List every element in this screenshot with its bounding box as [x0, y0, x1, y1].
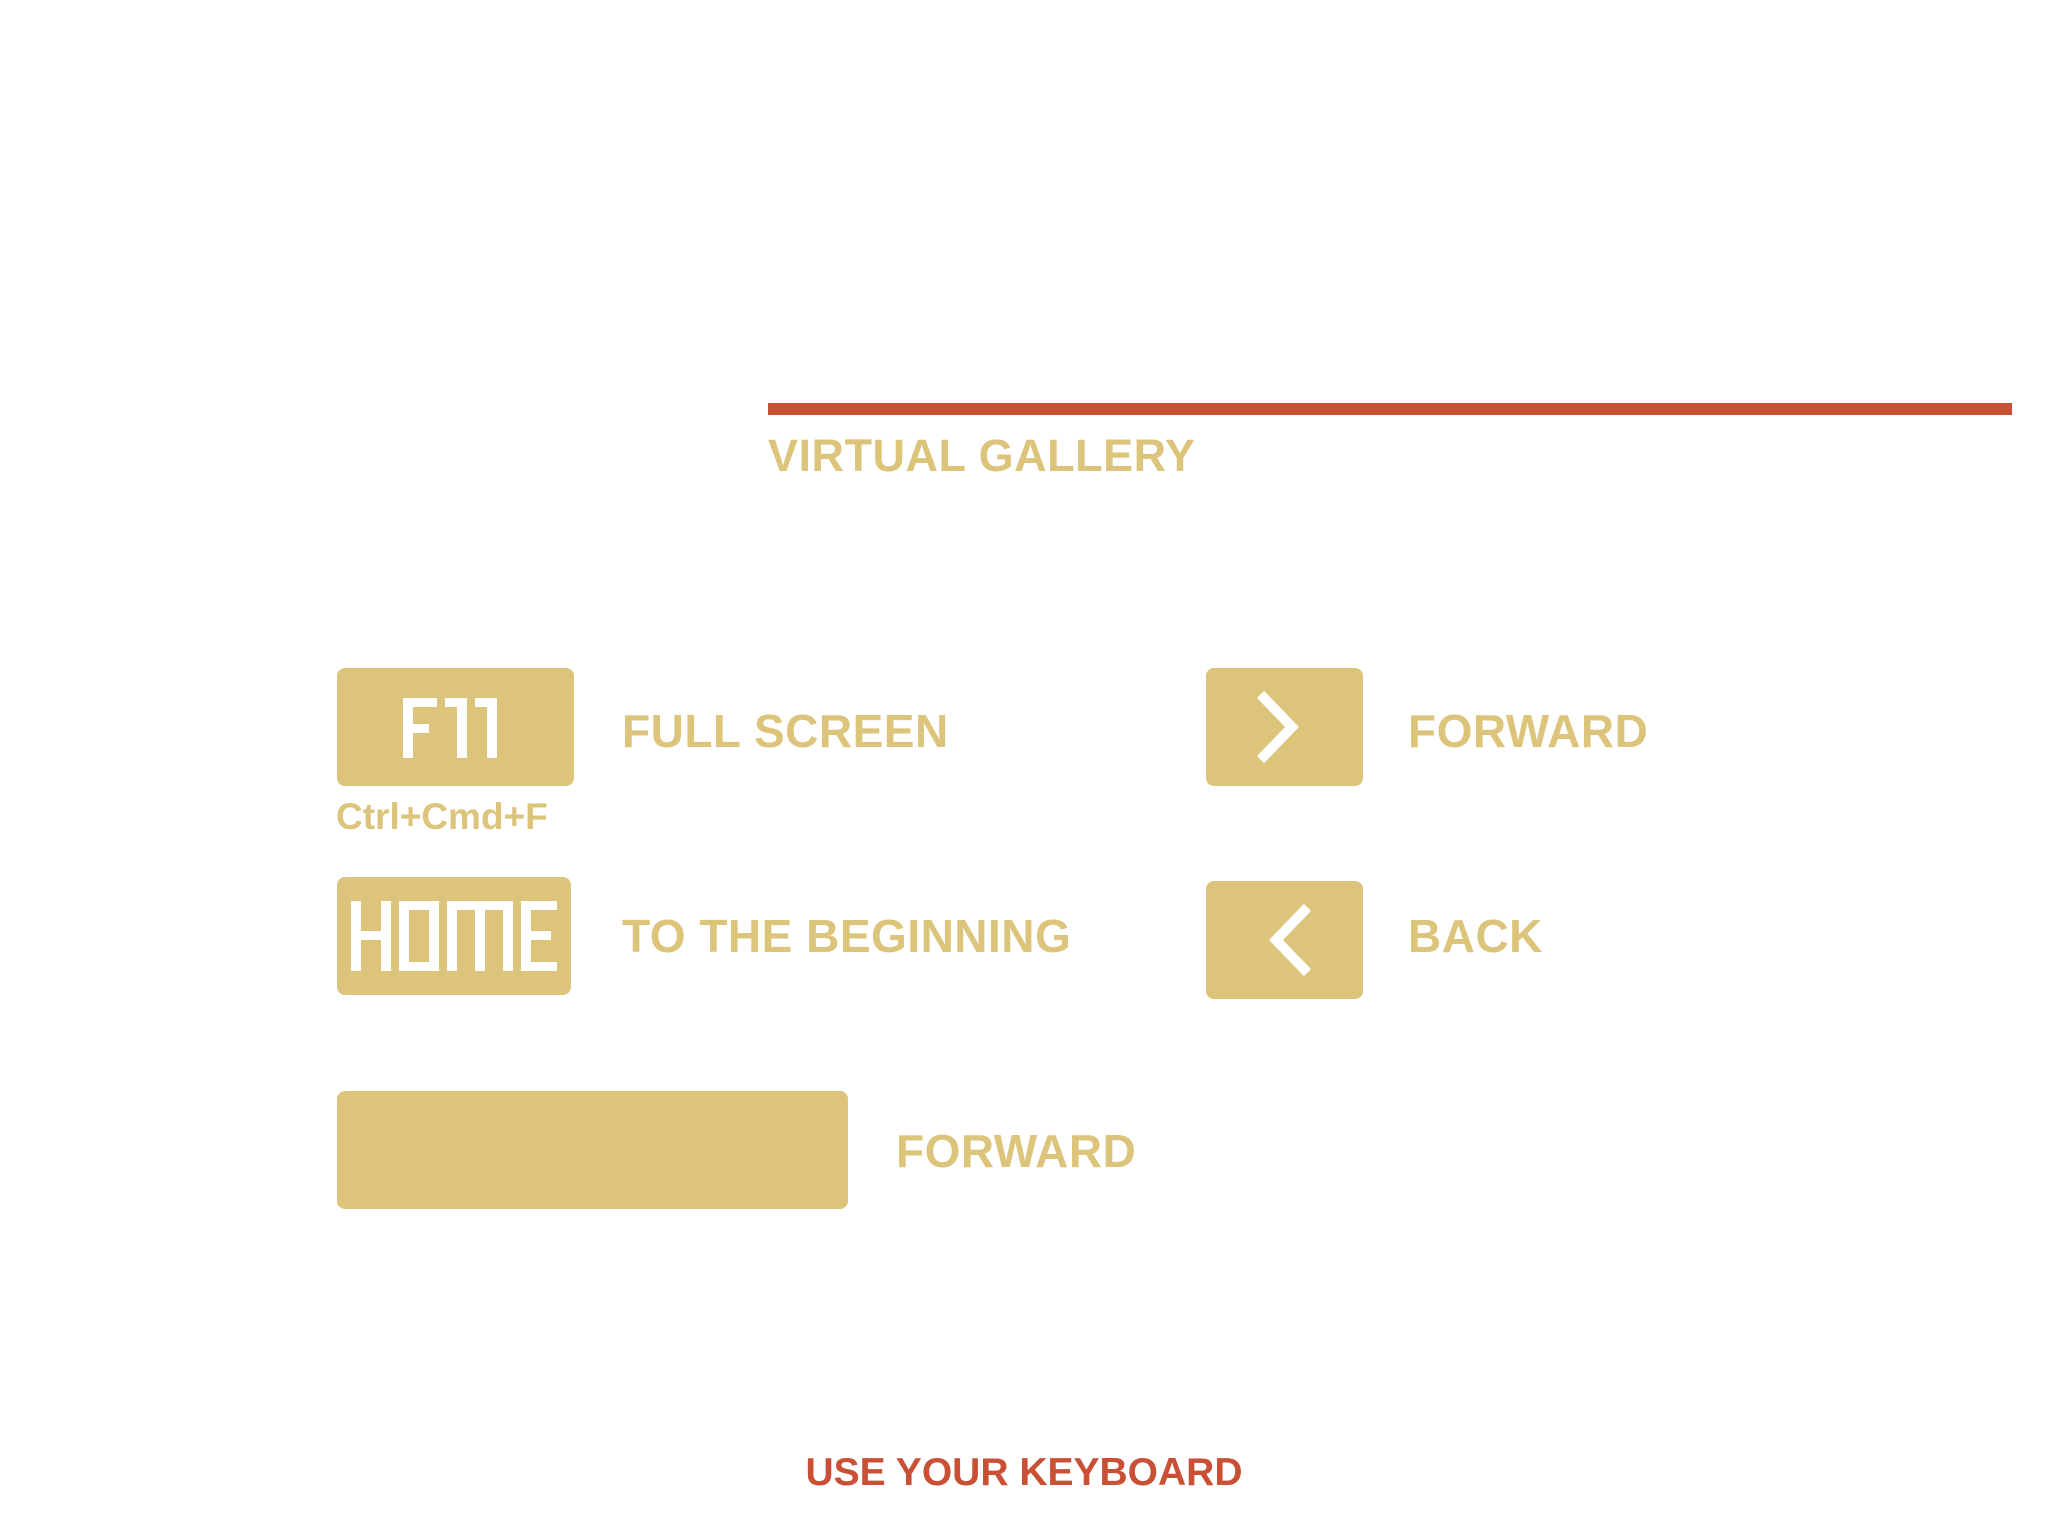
footer-instruction: USE YOUR KEYBOARD [805, 1451, 1243, 1494]
f11-key-glyph [337, 668, 574, 786]
right-arrow-key [1206, 668, 1363, 786]
home-key-glyph [337, 877, 571, 995]
spacebar-key [337, 1091, 848, 1209]
left-arrow-key [1206, 881, 1363, 999]
forward-label: FORWARD [1408, 705, 1649, 757]
home-label: TO THE BEGINNING [622, 910, 1072, 962]
space-forward-label: FORWARD [896, 1125, 1137, 1177]
f11-alt-shortcut: Ctrl+Cmd+F [336, 796, 548, 837]
chevron-right-icon [1206, 668, 1363, 786]
page-title: VIRTUAL GALLERY [768, 430, 1196, 481]
fullscreen-label: FULL SCREEN [622, 705, 949, 757]
home-key [337, 877, 571, 995]
back-label: BACK [1408, 910, 1543, 962]
chevron-left-icon [1206, 881, 1363, 999]
header-accent-line [768, 403, 2012, 415]
f11-key [337, 668, 574, 786]
